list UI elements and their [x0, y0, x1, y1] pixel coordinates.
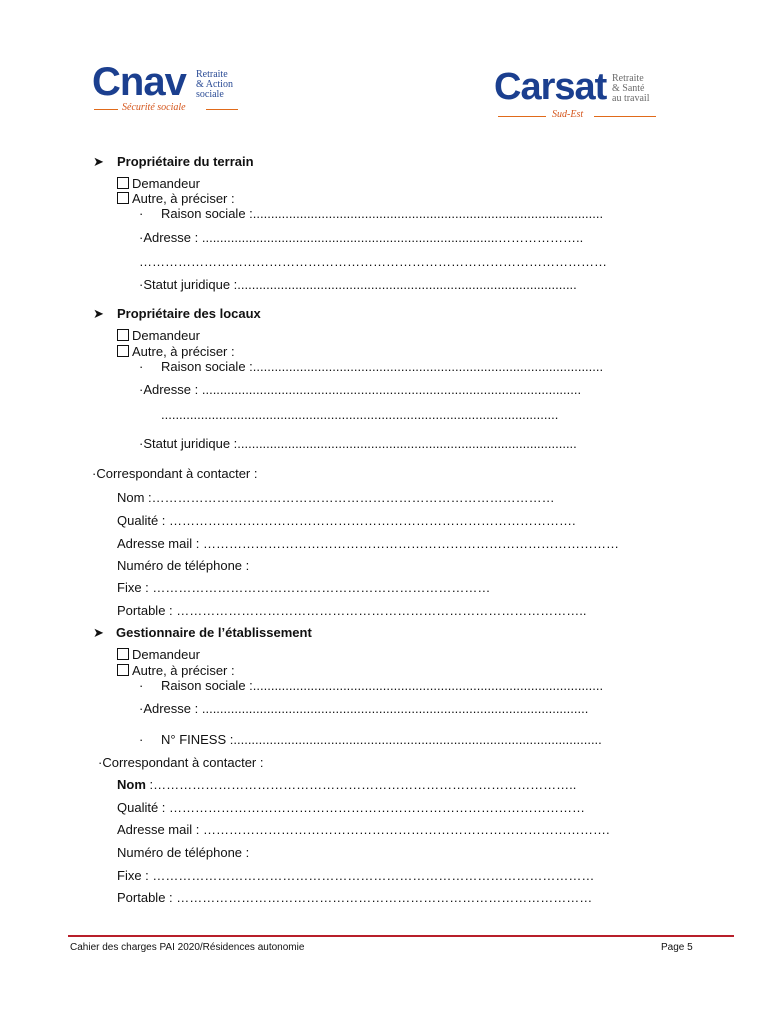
field-telephone: Numéro de téléphone :	[117, 558, 250, 573]
checkbox-option-autre[interactable]	[117, 663, 235, 679]
field-nom-dots: :……………………………………………………………………………………..	[145, 777, 577, 792]
field-finess: N° FINESS :......................................................................................................	[161, 732, 602, 747]
checkbox-option-demandeur[interactable]	[117, 647, 200, 663]
carsat-logo-sub1: Retraite	[612, 73, 644, 84]
field-fixe: Fixe : …………………………………………………………………………………………	[117, 868, 595, 883]
option-label: Demandeur	[132, 328, 200, 343]
option-label: Autre, à préciser :	[132, 344, 235, 359]
carsat-logo-tagline: Sud-Est	[552, 109, 584, 120]
carsat-logo-sub2: & Santé	[612, 83, 645, 94]
contact-heading: ·Correspondant à contacter :	[92, 466, 258, 481]
section-title-gestionnaire: Gestionnaire de l’établissement	[116, 625, 312, 640]
checkbox-icon[interactable]	[117, 177, 129, 189]
field-statut-juridique: ·Statut juridique :..............................................................................................	[139, 277, 577, 292]
field-nom-label: Nom	[117, 777, 146, 792]
bullet-dot: ·	[139, 678, 144, 693]
carsat-logo-sub3: au travail	[612, 93, 650, 104]
cnav-logo-name: Cnav	[92, 60, 186, 104]
field-adresse-mail: Adresse mail : ………………………………………………………………………………….	[117, 822, 610, 837]
field-adresse: ·Adresse : .........................................................................................................	[139, 382, 582, 397]
cnav-logo-sub3: sociale	[196, 89, 224, 100]
option-label: Demandeur	[132, 647, 200, 662]
bullet-dot: ·	[139, 732, 144, 747]
checkbox-icon[interactable]	[117, 329, 129, 341]
option-label: Demandeur	[132, 176, 200, 191]
field-adresse: ·Adresse : ..................................................................................………………..	[139, 230, 584, 245]
checkbox-icon[interactable]	[117, 345, 129, 357]
option-label: Autre, à préciser :	[132, 663, 235, 678]
field-telephone: Numéro de téléphone :	[117, 845, 250, 860]
bullet-dot: ·	[139, 359, 144, 374]
arrow-bullet-icon: ➤	[93, 306, 104, 321]
field-raison-sociale: Raison sociale :.................................................................................................	[161, 206, 604, 221]
cnav-logo-sub2: & Action	[196, 79, 233, 90]
field-nom	[117, 777, 576, 793]
field-nom: Nom :…………………………………………………………………………………	[117, 490, 555, 505]
bullet-dot: ·	[139, 206, 144, 221]
checkbox-option-demandeur[interactable]	[117, 328, 200, 344]
section-title-locaux: Propriétaire des locaux	[117, 306, 261, 321]
carsat-logo-name: Carsat	[494, 66, 607, 108]
field-adresse: ·Adresse : ...........................................................................................................	[139, 701, 589, 716]
cnav-logo-line-left	[94, 109, 118, 110]
field-adresse-mail: Adresse mail : ……………………………………………………………………………………	[117, 536, 619, 551]
footer-rule	[68, 935, 734, 937]
footer-title: Cahier des charges PAI 2020/Résidences autonomie	[70, 942, 305, 953]
field-portable: Portable : ……………………………………………………………………………………	[117, 890, 593, 905]
arrow-bullet-icon: ➤	[93, 154, 104, 169]
checkbox-icon[interactable]	[117, 648, 129, 660]
field-statut-juridique: ·Statut juridique :..............................................................................................	[139, 436, 577, 451]
field-qualite: Qualité : ………………………………………………………………………………….	[117, 513, 576, 528]
carsat-logo-line-right	[594, 116, 656, 117]
arrow-bullet-icon: ➤	[93, 625, 104, 640]
cnav-logo-line-right	[206, 109, 238, 110]
cnav-logo-tagline: Sécurité sociale	[122, 102, 186, 113]
carsat-logo-line-left	[498, 116, 546, 117]
field-raison-sociale: Raison sociale :.................................................................................................	[161, 678, 604, 693]
field-portable: Portable : …………………………………………………………………………………..	[117, 603, 587, 618]
field-fixe: Fixe : ……………………………………………………………………	[117, 580, 491, 595]
field-qualite: Qualité : ……………………………………………………………………………………	[117, 800, 586, 815]
contact-heading: ·Correspondant à contacter :	[98, 755, 264, 770]
footer-page-number: Page 5	[661, 942, 693, 953]
checkbox-icon[interactable]	[117, 192, 129, 204]
checkbox-option-demandeur[interactable]	[117, 176, 200, 192]
field-adresse-line2: ………………………………………………………………………………………………	[139, 254, 607, 269]
checkbox-option-autre[interactable]	[117, 191, 235, 207]
carsat-logo	[494, 66, 674, 126]
cnav-logo	[92, 60, 252, 120]
checkbox-icon[interactable]	[117, 664, 129, 676]
field-adresse-line2: ..............................................................................................................	[161, 407, 559, 422]
section-title-terrain: Propriétaire du terrain	[117, 154, 254, 169]
field-raison-sociale: Raison sociale :.................................................................................................	[161, 359, 604, 374]
checkbox-option-autre[interactable]	[117, 344, 235, 360]
cnav-logo-sub1: Retraite	[196, 69, 228, 80]
option-label: Autre, à préciser :	[132, 191, 235, 206]
